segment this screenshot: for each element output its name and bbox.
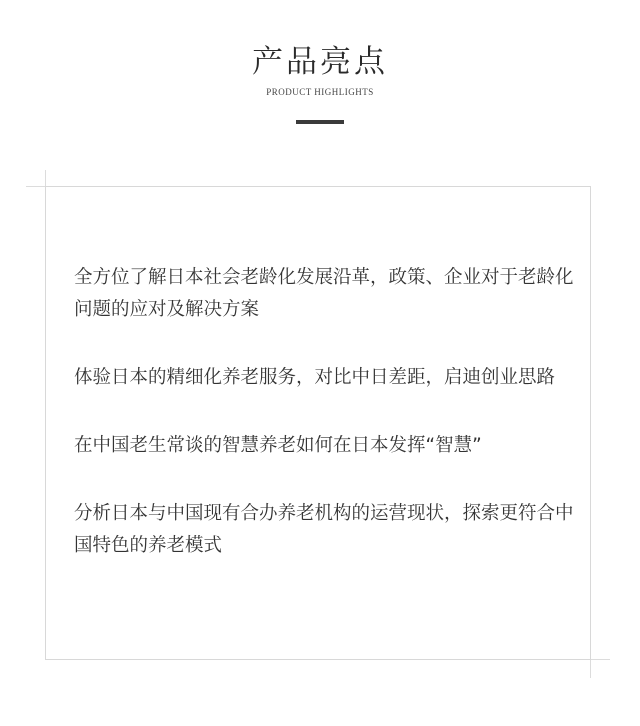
highlight-item: 在中国老生常谈的智慧养老如何在日本发挥“智慧” [74, 435, 482, 456]
page-title: 产品亮点 [252, 44, 388, 80]
title-underline [296, 120, 344, 124]
highlight-item: 全方位了解日本社会老龄化发展沿革，政策、企业对于老龄化问题的应对及解决方案 [74, 267, 574, 320]
page-subtitle: PRODUCT HIGHLIGHTS [266, 87, 374, 97]
highlight-item: 体验日本的精细化养老服务，对比中日差距，启迪创业思路 [74, 367, 556, 388]
highlights-list [74, 262, 574, 598]
highlight-item: 分析日本与中国现有合办养老机构的运营现状，探索更符合中国特色的养老模式 [74, 503, 574, 556]
